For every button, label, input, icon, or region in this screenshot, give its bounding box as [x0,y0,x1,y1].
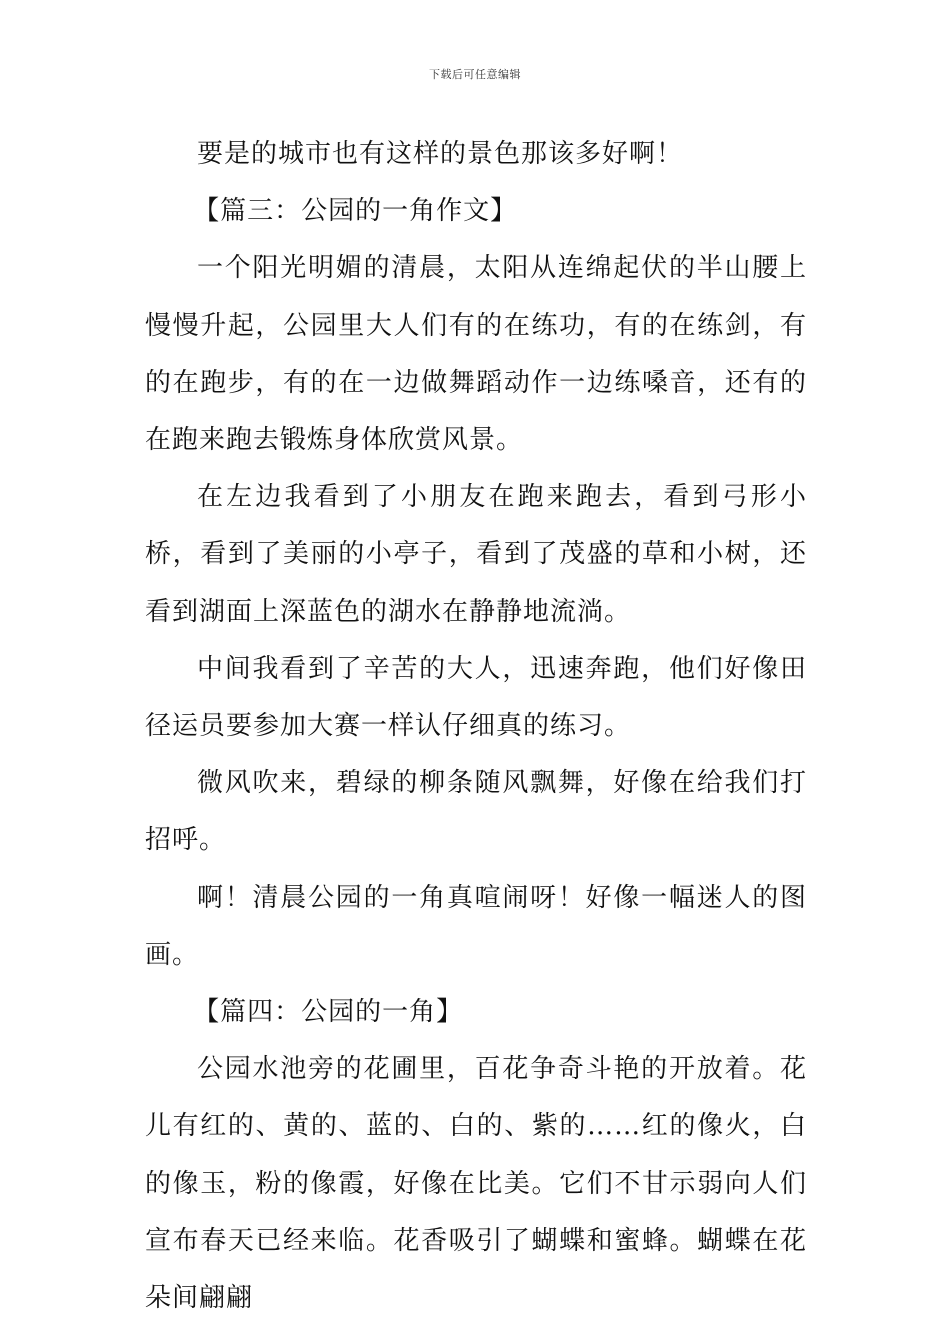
section-heading: 【篇三：公园的一角作文】 [193,196,518,227]
paragraph: 啊！清晨公园的一角真喧闹呀！好像一幅迷人的图画。 [145,882,807,970]
paragraph: 公园水池旁的花圃里，百花争奇斗艳的开放着。花儿有红的、黄的、蓝的、白的、紫的……红的像火，白的像玉，粉的像霞，好像在比美。它们不甘示弱向人们宣布春天已经来临。花香吸引了蝴蝶和蜜蜂。蝴蝶在花朵间翩翩 [145,1054,807,1314]
section-heading: 【篇四：公园的一角】 [193,997,464,1028]
paragraph: 一个阳光明媚的清晨，太阳从连绵起伏的半山腰上慢慢升起，公园里大人们有的在练功，有的在练剑，有的在跑步，有的在一边做舞蹈动作一边练嗓音，还有的在跑来跑去锻炼身体欣赏风景。 [145,253,807,456]
document-body [145,126,807,1327]
paragraph: 要是的城市也有这样的景色那该多好啊！ [197,139,684,169]
paragraph: 在左边我看到了小朋友在跑来跑去，看到弓形小桥，看到了美丽的小亭子，看到了茂盛的草和小树，还看到湖面上深蓝色的湖水在静静地流淌。 [145,482,807,627]
paragraph: 中间我看到了辛苦的大人，迅速奔跑，他们好像田径运员要参加大赛一样认仔细真的练习。 [145,653,807,742]
paragraph: 微风吹来，碧绿的柳条随风飘舞，好像在给我们打招呼。 [145,768,807,856]
page-header-note: 下载后可任意编辑 [429,68,521,81]
